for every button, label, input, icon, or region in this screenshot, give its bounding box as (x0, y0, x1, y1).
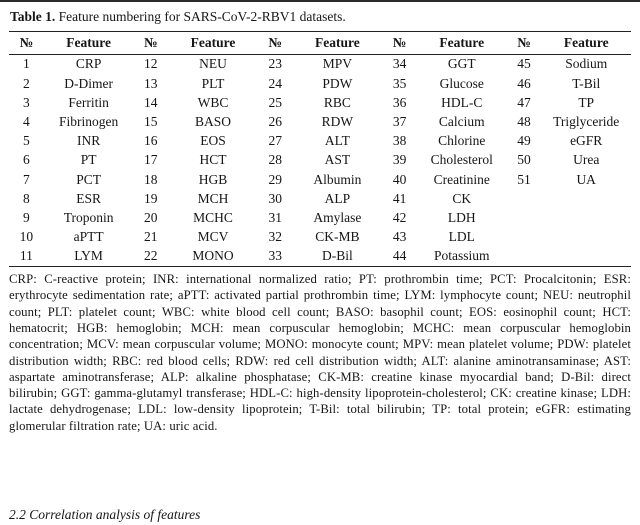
feature-name-cell: Potassium (434, 248, 490, 264)
feature-number-cell: 36 (392, 94, 407, 110)
feature-name-cell: Calcium (438, 113, 485, 129)
feature-name-cell: Chlorine (438, 133, 486, 149)
feature-number-cell: 5 (23, 133, 30, 149)
feature-number-cell: 37 (392, 113, 407, 129)
table-header-row (9, 31, 631, 54)
column-header-number: № (9, 31, 44, 54)
feature-number-cell: 4 (23, 113, 30, 129)
feature-name-cell (541, 247, 631, 267)
feature-number-cell (507, 247, 542, 267)
column-header-feature: Feature (168, 31, 258, 54)
feature-name-cell: TP (578, 94, 595, 110)
feature-number-cell: 35 (392, 75, 407, 91)
feature-name-cell: T-Bil (572, 75, 601, 91)
feature-number-cell: 19 (144, 190, 158, 206)
table-caption-label: Table 1. (10, 9, 56, 24)
feature-number-cell: 20 (144, 209, 158, 225)
feature-number-cell: 23 (268, 56, 282, 72)
feature-number-cell: 48 (517, 113, 531, 129)
feature-name-cell: ALP (324, 190, 351, 206)
feature-name-cell: MCV (197, 229, 229, 245)
feature-number-cell: 42 (392, 209, 407, 225)
feature-number-cell: 17 (144, 152, 158, 168)
feature-number-cell: 44 (392, 248, 407, 264)
feature-name-cell: RDW (321, 113, 354, 129)
column-header-feature: Feature (293, 31, 383, 54)
feature-number-cell: 51 (517, 171, 531, 187)
table-row (9, 132, 631, 151)
feature-name-cell: HDL-C (441, 94, 483, 110)
table-row (9, 93, 631, 112)
table-row (9, 74, 631, 93)
column-header-number: № (258, 31, 293, 54)
table-footnote: CRP: C-reactive protein; INR: international normalized ratio; PT: prothrombin time; PCT: Procalcitonin; ESR: erythrocyte sedimentation rate; aPTT: activated partial prothrombin time; LYM: lymphocyte count; NEU: neutrophil count; PLT: platelet count; WBC: white blood cell count; BASO: basophil count; EOS: eosinophil count; HCT: hematocrit; HGB: hemoglobin; MCH: mean corpuscular hemoglobin; MCHC: mean corpuscular hemoglobin concentration; MCV: mean corpuscular volume; MONO: monocyte count; MPV: mean platelet volume; PDW: platelet distribution width; RBC: red blood cells; RDW: red cell distribution width; ALT: alanine aminotransaminase; AST: aspartate aminotransferase; ALP: alkaline phosphatase; CK-MB: creatine kinase myocardial band; D-Bil: direct bilirubin; GGT: gamma-glutamyl transferase; HDL-C: high-density lipoprotein-cholesterol; CK: creatine kinase; LDH: lactate dehydrogenase; LDL: low-density lipoprotein; T-Bil: total bilirubin; TP: total protein; eGFR: estimating glomerular filtration rate; UA: uric acid. (9, 271, 631, 433)
feature-name-cell: LDL (448, 229, 475, 245)
feature-number-cell: 41 (392, 190, 407, 206)
feature-number-cell: 15 (144, 113, 158, 129)
feature-name-cell: Sodium (565, 56, 608, 72)
section-heading: 2.2 Correlation analysis of features (9, 507, 201, 522)
column-header-feature: Feature (417, 31, 507, 54)
feature-name-cell: LYM (74, 248, 103, 264)
feature-name-cell: eGFR (570, 133, 603, 149)
feature-name-cell: LDH (447, 209, 476, 225)
table-row (9, 208, 631, 227)
feature-name-cell: AST (324, 152, 351, 168)
feature-number-cell: 40 (392, 171, 407, 187)
feature-name-cell: Creatinine (433, 171, 490, 187)
feature-name-cell: ALT (324, 133, 350, 149)
feature-number-cell: 13 (144, 75, 158, 91)
feature-number-cell: 21 (144, 229, 158, 245)
feature-name-cell: NEU (199, 56, 227, 72)
table-row (9, 228, 631, 247)
feature-number-cell: 14 (144, 94, 158, 110)
feature-name-cell: Urea (573, 152, 600, 168)
feature-name-cell: Albumin (313, 171, 362, 187)
table-row (9, 54, 631, 74)
feature-number-cell: 27 (268, 133, 282, 149)
feature-name-cell: PLT (201, 75, 225, 91)
feature-numbering-table (9, 31, 631, 267)
feature-name-cell: Amylase (313, 209, 362, 225)
feature-name-cell (541, 228, 631, 247)
feature-name-cell: HGB (198, 171, 228, 187)
feature-name-cell: MPV (322, 56, 353, 72)
feature-name-cell: MCH (197, 190, 229, 206)
feature-name-cell: BASO (194, 113, 231, 129)
feature-number-cell (507, 208, 542, 227)
feature-number-cell: 7 (23, 171, 30, 187)
feature-number-cell: 22 (144, 248, 158, 264)
feature-name-cell: CK-MB (315, 229, 360, 245)
feature-number-cell: 30 (268, 190, 282, 206)
feature-name-cell: RBC (323, 94, 351, 110)
feature-number-cell: 26 (268, 113, 282, 129)
feature-name-cell: MCHC (193, 209, 233, 225)
feature-name-cell: D-Dimer (64, 75, 113, 91)
feature-name-cell: PDW (322, 75, 353, 91)
feature-number-cell: 11 (19, 248, 33, 264)
feature-number-cell: 29 (268, 171, 282, 187)
feature-number-cell: 49 (517, 133, 531, 149)
column-header-feature: Feature (44, 31, 134, 54)
feature-number-cell: 38 (392, 133, 407, 149)
feature-name-cell: EOS (200, 133, 226, 149)
feature-number-cell: 16 (144, 133, 158, 149)
feature-name-cell: Fibrinogen (58, 113, 119, 129)
feature-name-cell: UA (576, 171, 596, 187)
feature-number-cell: 25 (268, 94, 282, 110)
column-header-number: № (133, 31, 168, 54)
feature-name-cell: CRP (75, 56, 102, 72)
feature-number-cell: 50 (517, 152, 531, 168)
feature-number-cell: 8 (23, 190, 30, 206)
feature-number-cell: 45 (517, 56, 531, 72)
feature-name-cell: MONO (192, 248, 234, 264)
feature-name-cell (541, 189, 631, 208)
feature-number-cell: 12 (144, 56, 158, 72)
feature-name-cell: WBC (197, 94, 229, 110)
feature-number-cell: 28 (268, 152, 282, 168)
feature-number-cell: 34 (392, 56, 407, 72)
feature-number-cell: 1 (23, 56, 30, 72)
feature-name-cell: Glucose (439, 75, 484, 91)
feature-number-cell: 43 (392, 229, 407, 245)
column-header-feature: Feature (541, 31, 631, 54)
feature-name-cell: GGT (447, 56, 476, 72)
feature-number-cell: 47 (517, 94, 531, 110)
feature-table-body (9, 54, 631, 266)
column-header-number: № (507, 31, 542, 54)
feature-name-cell: ESR (76, 190, 101, 206)
feature-name-cell: PT (80, 152, 97, 168)
column-header-number: № (382, 31, 417, 54)
feature-number-cell: 9 (23, 209, 30, 225)
feature-name-cell: Triglyceride (553, 113, 620, 129)
feature-number-cell: 32 (268, 229, 282, 245)
feature-number-cell: 46 (517, 75, 531, 91)
feature-name-cell: PCT (76, 171, 101, 187)
feature-number-cell: 39 (392, 152, 407, 168)
feature-number-cell: 18 (144, 171, 158, 187)
table-row (9, 112, 631, 131)
feature-number-cell: 31 (268, 209, 282, 225)
feature-number-cell: 33 (268, 248, 282, 264)
feature-name-cell: INR (76, 133, 101, 149)
feature-name-cell (541, 208, 631, 227)
table-caption (9, 2, 631, 31)
feature-number-cell: 24 (268, 75, 282, 91)
table-row (9, 247, 631, 267)
feature-number-cell (507, 228, 542, 247)
feature-name-cell: HCT (199, 152, 227, 168)
feature-number-cell (507, 189, 542, 208)
table-caption-text: Feature numbering for SARS-CoV-2-RBV1 datasets. (55, 9, 346, 24)
feature-number-cell: 6 (23, 152, 30, 168)
feature-name-cell: aPTT (73, 229, 104, 245)
feature-number-cell: 2 (23, 75, 30, 91)
table-row (9, 189, 631, 208)
feature-number-cell: 3 (23, 94, 30, 110)
feature-number-cell: 10 (19, 229, 34, 245)
feature-name-cell: Troponin (63, 209, 114, 225)
table-row (9, 151, 631, 170)
table-row (9, 170, 631, 189)
feature-name-cell: Ferritin (68, 94, 109, 110)
feature-name-cell: D-Bil (322, 248, 353, 264)
feature-name-cell: CK (452, 190, 472, 206)
feature-name-cell: Cholesterol (430, 152, 493, 168)
